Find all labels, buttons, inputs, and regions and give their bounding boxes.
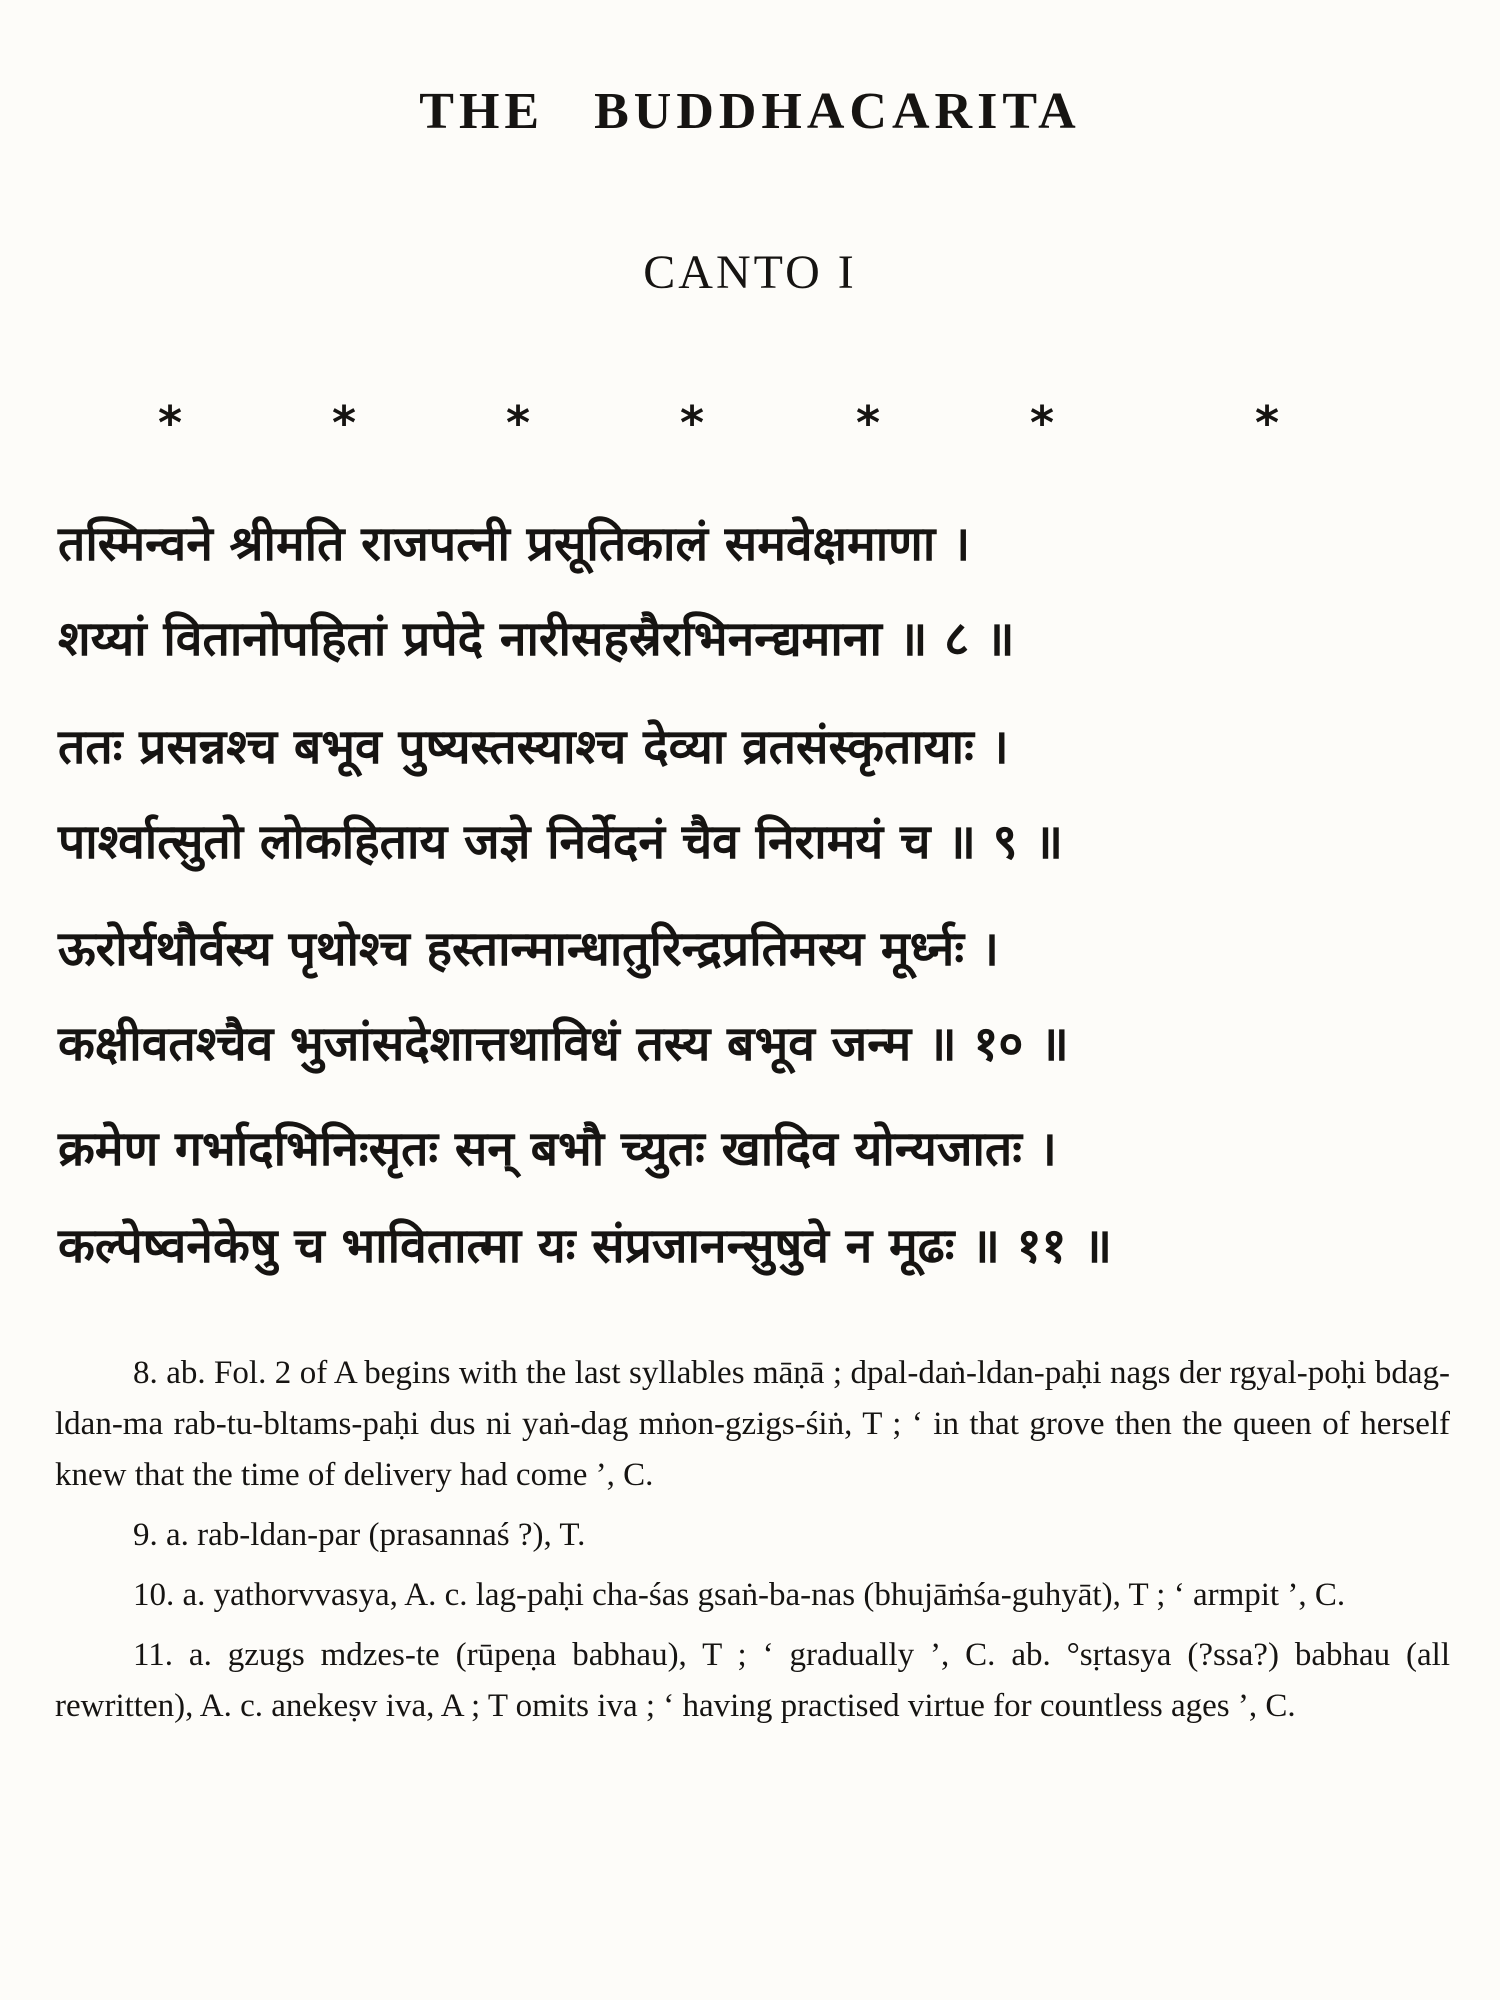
verse-line: शय्यां वितानोपहितां प्रपेदे नारीसहस्रैरभिनन्द्यमाना ॥ ८ ॥ xyxy=(58,611,1015,667)
asterisk-ornament: * xyxy=(158,396,183,450)
asterisk-ornament: * xyxy=(680,396,705,450)
footnotes xyxy=(55,1348,1450,1741)
footnote-11: 11. a. gzugs mdzes-te (rūpeṇa babhau), T ; ‘ gradually ’, C. ab. °sṛtasya (?ssa?) babhau (all rewritten), A. c. anekeṣv iva, A ; T omits iva ; ‘ having practised virtue for countless ages ’, C. xyxy=(55,1637,1450,1724)
verse-line: कक्षीवतश्चैव भुजांसदेशात्तथाविधं तस्य बभूव जन्म ॥ १० ॥ xyxy=(58,1016,1069,1072)
verse-line: ऊरोर्यथौर्वस्य पृथोश्च हस्तान्मान्धातुरिन्द्रप्रतिमस्य मूर्ध्नः । xyxy=(58,921,999,977)
page-title xyxy=(0,82,1500,141)
asterisk-ornament: * xyxy=(506,396,531,450)
footnote-8: 8. ab. Fol. 2 of A begins with the last syllables māṇā ; dpal-daṅ-ldan-paḥi nags der rgyal-poḥi bdag-ldan-ma rab-tu-bltams-paḥi dus ni yaṅ-dag mṅon-gzigs-śiṅ, T ; ‘ in that grove then the queen of herself knew that the time of delivery had come ’, C. xyxy=(55,1355,1450,1493)
asterisk-ornament: * xyxy=(332,396,357,450)
title-word-buddhacarita: BUDDHACARITA xyxy=(594,83,1081,140)
verse-line: ततः प्रसन्नश्च बभूव पुष्यस्तस्याश्च देव्या व्रतसंस्कृतायाः । xyxy=(58,719,1009,775)
footnote-10: 10. a. yathorvvasya, A. c. lag-paḥi cha-śas gsaṅ-ba-nas (bhujāṁśa-guhyāt), T ; ‘ armpit ’, C. xyxy=(133,1577,1346,1613)
asterisk-ornament: * xyxy=(1255,396,1280,450)
verse-line: पार्श्वात्सुतो लोकहिताय जज्ञे निर्वेदनं चैव निरामयं च ॥ ९ ॥ xyxy=(58,814,1064,870)
verse-line: क्रमेण गर्भादभिनिःसृतः सन् बभौ च्युतः खादिव योन्यजातः । xyxy=(58,1121,1057,1177)
asterisk-ornament: * xyxy=(1030,396,1055,450)
footnote-9: 9. a. rab-ldan-par (prasannaś ?), T. xyxy=(133,1517,586,1553)
star-ornament-row xyxy=(0,396,1500,450)
title-word-the: THE xyxy=(419,83,545,140)
verse-line: कल्पेष्वनेकेषु च भावितात्मा यः संप्रजानन्सुषुवे न मूढः ॥ ११ ॥ xyxy=(58,1218,1112,1274)
asterisk-ornament: * xyxy=(856,396,881,450)
canto-heading: CANTO I xyxy=(643,246,857,299)
verse-line: तस्मिन्वने श्रीमति राजपत्नी प्रसूतिकालं समवेक्षमाणा । xyxy=(58,516,971,572)
